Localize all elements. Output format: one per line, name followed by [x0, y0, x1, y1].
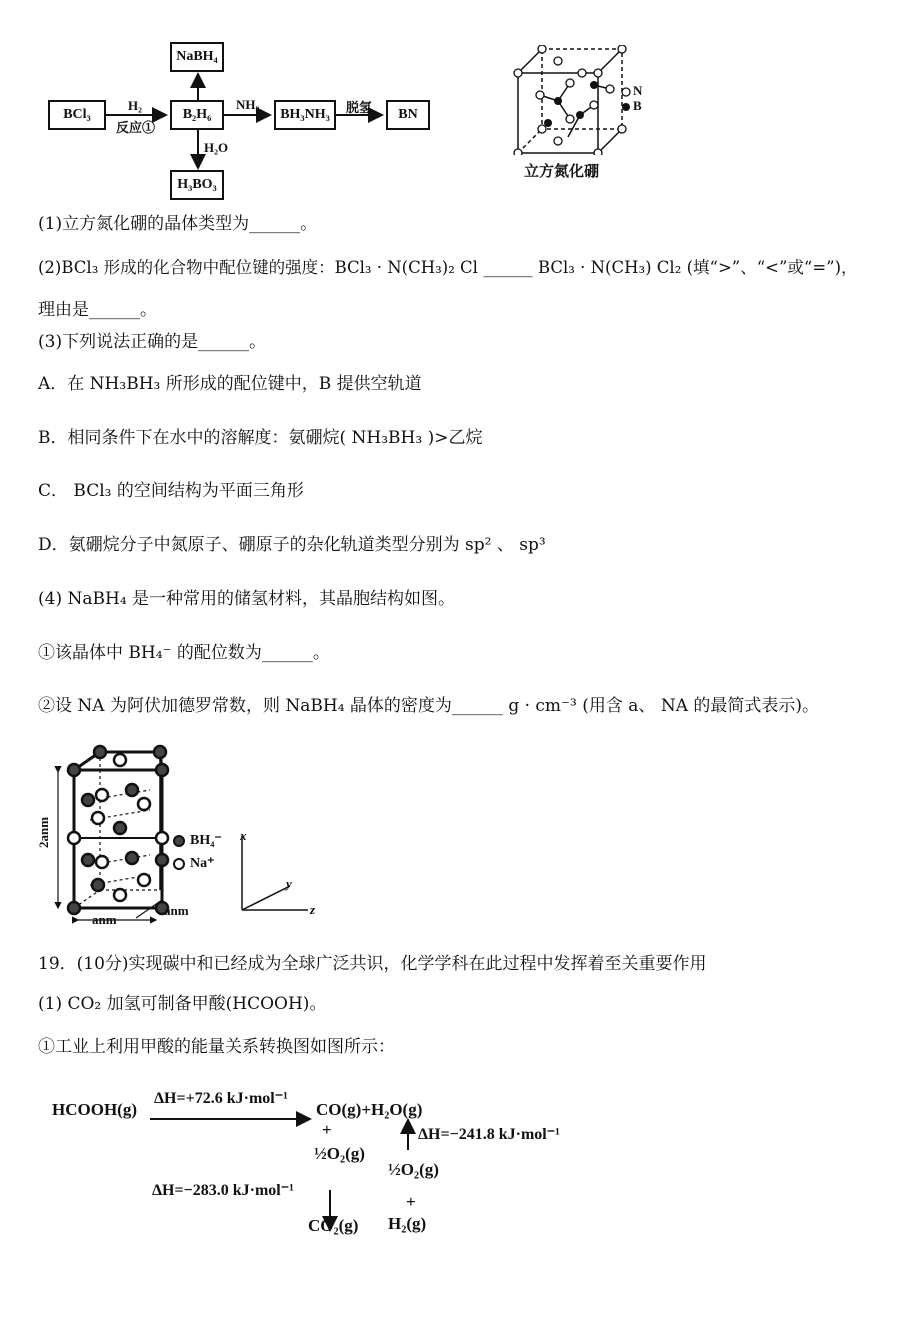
bn-box: BN [386, 100, 430, 130]
question-2-reason: 理由是______。 [38, 300, 157, 320]
half-o2-left: ½O₂(g) [314, 1144, 365, 1163]
flow-arrows [0, 30, 450, 230]
question-4-1: ①该晶体中 BH₄⁻ 的配位数为______。 [38, 643, 330, 663]
question-2: (2)BCl₃ 形成的化合物中配位键的强度：BCl₃ · N(CH₃)₂ Cl ______ BCl₃ · N(CH₃) Cl₂ (填“>”、“<”或“=”)， [38, 258, 858, 277]
question-1: (1)立方氮化硼的晶体类型为______。 [38, 214, 318, 234]
h2-label: H₂ [128, 98, 143, 113]
co2-label: CO₂(g) [308, 1216, 359, 1235]
legend-b-icon [620, 101, 632, 113]
question-19-1: (1) CO₂ 加氢可制备甲酸(HCOOH)。 [38, 994, 327, 1014]
plus-right: + [406, 1192, 416, 1211]
width-label: anm [92, 912, 117, 927]
dh-left-label: ΔH=−283.0 kJ·mol⁻¹ [152, 1182, 294, 1199]
axes-icon [236, 828, 316, 918]
question-19-intro: 19．(10分)实现碳中和已经成为全球广泛共识，化学学科在此过程中发挥着至关重要作用 [38, 954, 707, 974]
axis-x-label: x [240, 828, 247, 843]
legend-na-icon [172, 857, 186, 871]
question-4-2: ②设 NA 为阿伏加德罗常数，则 NaBH₄ 晶体的密度为______ g · cm⁻³ (用含 a、 NA 的最简式表示)。 [38, 696, 820, 716]
plus-left: + [322, 1120, 332, 1139]
cubic-bn-caption: 立方氮化硼 [524, 164, 600, 180]
cubic-bn-cell [510, 45, 643, 155]
bh3nh3-box: BH₃NH₃ [274, 100, 336, 130]
depth-label: anm [164, 903, 189, 918]
dh-right-label: ΔH=−241.8 kJ·mol⁻¹ [418, 1126, 560, 1143]
nabh4-box: NaBH₄ [170, 42, 224, 72]
h2o-label: H₂O [204, 140, 229, 155]
option-a: A．在 NH₃BH₃ 所形成的配位键中，B 提供空轨道 [38, 374, 422, 394]
height-label: 2anm [36, 816, 51, 848]
dh1-label: ΔH=+72.6 kJ·mol⁻¹ [154, 1090, 288, 1107]
dehydro-label: 脱氢 [346, 100, 373, 115]
h2-label: H₂(g) [388, 1214, 427, 1233]
legend-b-label: B [633, 98, 642, 113]
legend-n-icon [620, 86, 632, 98]
axis-y-label: y [286, 876, 292, 891]
option-c: C． BCl₃ 的空间结构为平面三角形 [38, 481, 304, 501]
bcl3-box: BCl₃ [48, 100, 106, 130]
b2h6-box: B₂H₆ [170, 100, 224, 130]
reaction1-label: 反应① [116, 120, 156, 135]
nh3-label: NH₃ [236, 97, 260, 112]
question-4: (4) NaBH₄ 是一种常用的储氢材料，其晶胞结构如图。 [38, 589, 456, 609]
half-o2-right: ½O₂(g) [388, 1160, 439, 1179]
legend-bh4-label: BH₄⁻ [190, 833, 222, 848]
axis-z-label: z [310, 902, 316, 917]
legend-n-label: N [633, 83, 643, 98]
hcooh-label: HCOOH(g) [52, 1100, 137, 1119]
legend-na-label: Na⁺ [190, 856, 215, 871]
question-19-1-1: ①工业上利用甲酸的能量关系转换图如图所示： [38, 1037, 395, 1057]
option-b: B．相同条件下在水中的溶解度：氨硼烷( NH₃BH₃ )>乙烷 [38, 428, 483, 448]
co-h2o-label: CO(g)+H₂O(g) [316, 1100, 423, 1119]
option-d: D．氨硼烷分子中氮原子、硼原子的杂化轨道类型分别为 sp² 、 sp³ [38, 535, 546, 555]
h3bo3-box: H₃BO₃ [170, 170, 224, 200]
legend-bh4-icon [172, 834, 186, 848]
question-3: (3)下列说法正确的是______。 [38, 332, 267, 352]
